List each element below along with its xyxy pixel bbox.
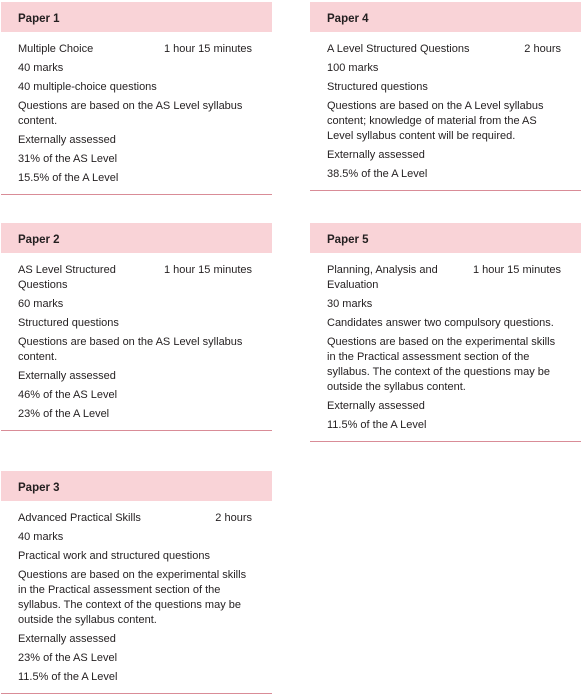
paper-3-a-weight: 11.5% of the A Level [18,671,118,683]
paper-1-card [1,2,272,195]
paper-4-format: Structured questions [327,81,428,93]
paper-1-body [1,32,272,194]
paper-3-assessment: Externally assessed [18,633,116,645]
paper-5-duration: 1 hour 15 minutes [472,264,561,276]
paper-1-duration: 1 hour 15 minutes [163,43,252,55]
paper-5-body [310,253,581,441]
paper-3-as-weight: 23% of the AS Level [18,652,118,664]
paper-2-body [1,253,272,430]
paper-2-content: Questions are based on the AS Level syllabus content. [18,336,243,363]
paper-2-a-weight: 23% of the A Level [18,408,110,420]
paper-2-duration: 1 hour 15 minutes [163,264,252,276]
paper-4-content: Questions are based on the A Level syllabus content; knowledge of material from the AS Level syllabus content will be required. [327,100,544,142]
paper-3-title: Advanced Practical Skills [18,512,141,524]
paper-2-card [1,223,272,431]
paper-5-heading: Paper 5 [310,223,581,253]
paper-3-card [1,471,272,694]
paper-3-content: Questions are based on the experimental skills in the Practical assessment section of the syllabus. The context of the questions may be outside the syllabus content. [18,569,247,626]
paper-1-heading: Paper 1 [1,2,272,32]
paper-4-body [310,32,581,190]
paper-3-duration: 2 hours [215,512,252,524]
paper-1-assessment: Externally assessed [18,134,116,146]
paper-5-content: Questions are based on the experimental skills in the Practical assessment section of the syllabus. The context of the questions may be outside the syllabus content. [327,336,556,393]
paper-4-heading: Paper 4 [310,2,581,32]
paper-2-as-weight: 46% of the AS Level [18,389,118,401]
paper-4-title: A Level Structured Questions [327,43,470,55]
paper-4-card [310,2,581,191]
paper-2-title: AS Level Structured Questions [18,264,116,291]
paper-2-format: Structured questions [18,317,119,329]
paper-1-format: 40 multiple-choice questions [18,81,157,93]
paper-1-as-weight: 31% of the AS Level [18,153,118,165]
paper-4-a-weight: 38.5% of the A Level [327,168,428,180]
paper-3-title-row [18,511,252,526]
paper-1-title-row [18,42,252,57]
paper-5-title: Planning, Analysis and Evaluation [327,264,438,291]
paper-3-body [1,501,272,693]
paper-1-title: Multiple Choice [18,43,94,55]
paper-4-title-row [327,42,561,57]
paper-4-duration: 2 hours [524,43,561,55]
paper-5-title-row [327,263,561,293]
paper-5-assessment: Externally assessed [327,400,425,412]
paper-3-format: Practical work and structured questions [18,550,210,562]
paper-4-assessment: Externally assessed [327,149,425,161]
paper-3-heading: Paper 3 [1,471,272,501]
paper-2-title-row [18,263,252,293]
paper-1-marks: 40 marks [18,62,64,74]
paper-5-marks: 30 marks [327,298,373,310]
paper-3-marks: 40 marks [18,531,64,543]
paper-2-assessment: Externally assessed [18,370,116,382]
paper-2-heading: Paper 2 [1,223,272,253]
paper-4-marks: 100 marks [327,62,379,74]
paper-5-card [310,223,581,442]
paper-1-content: Questions are based on the AS Level syllabus content. [18,100,243,127]
paper-5-format: Candidates answer two compulsory questions. [327,317,554,329]
paper-2-marks: 60 marks [18,298,64,310]
paper-1-a-weight: 15.5% of the A Level [18,172,119,184]
paper-5-a-weight: 11.5% of the A Level [327,419,427,431]
